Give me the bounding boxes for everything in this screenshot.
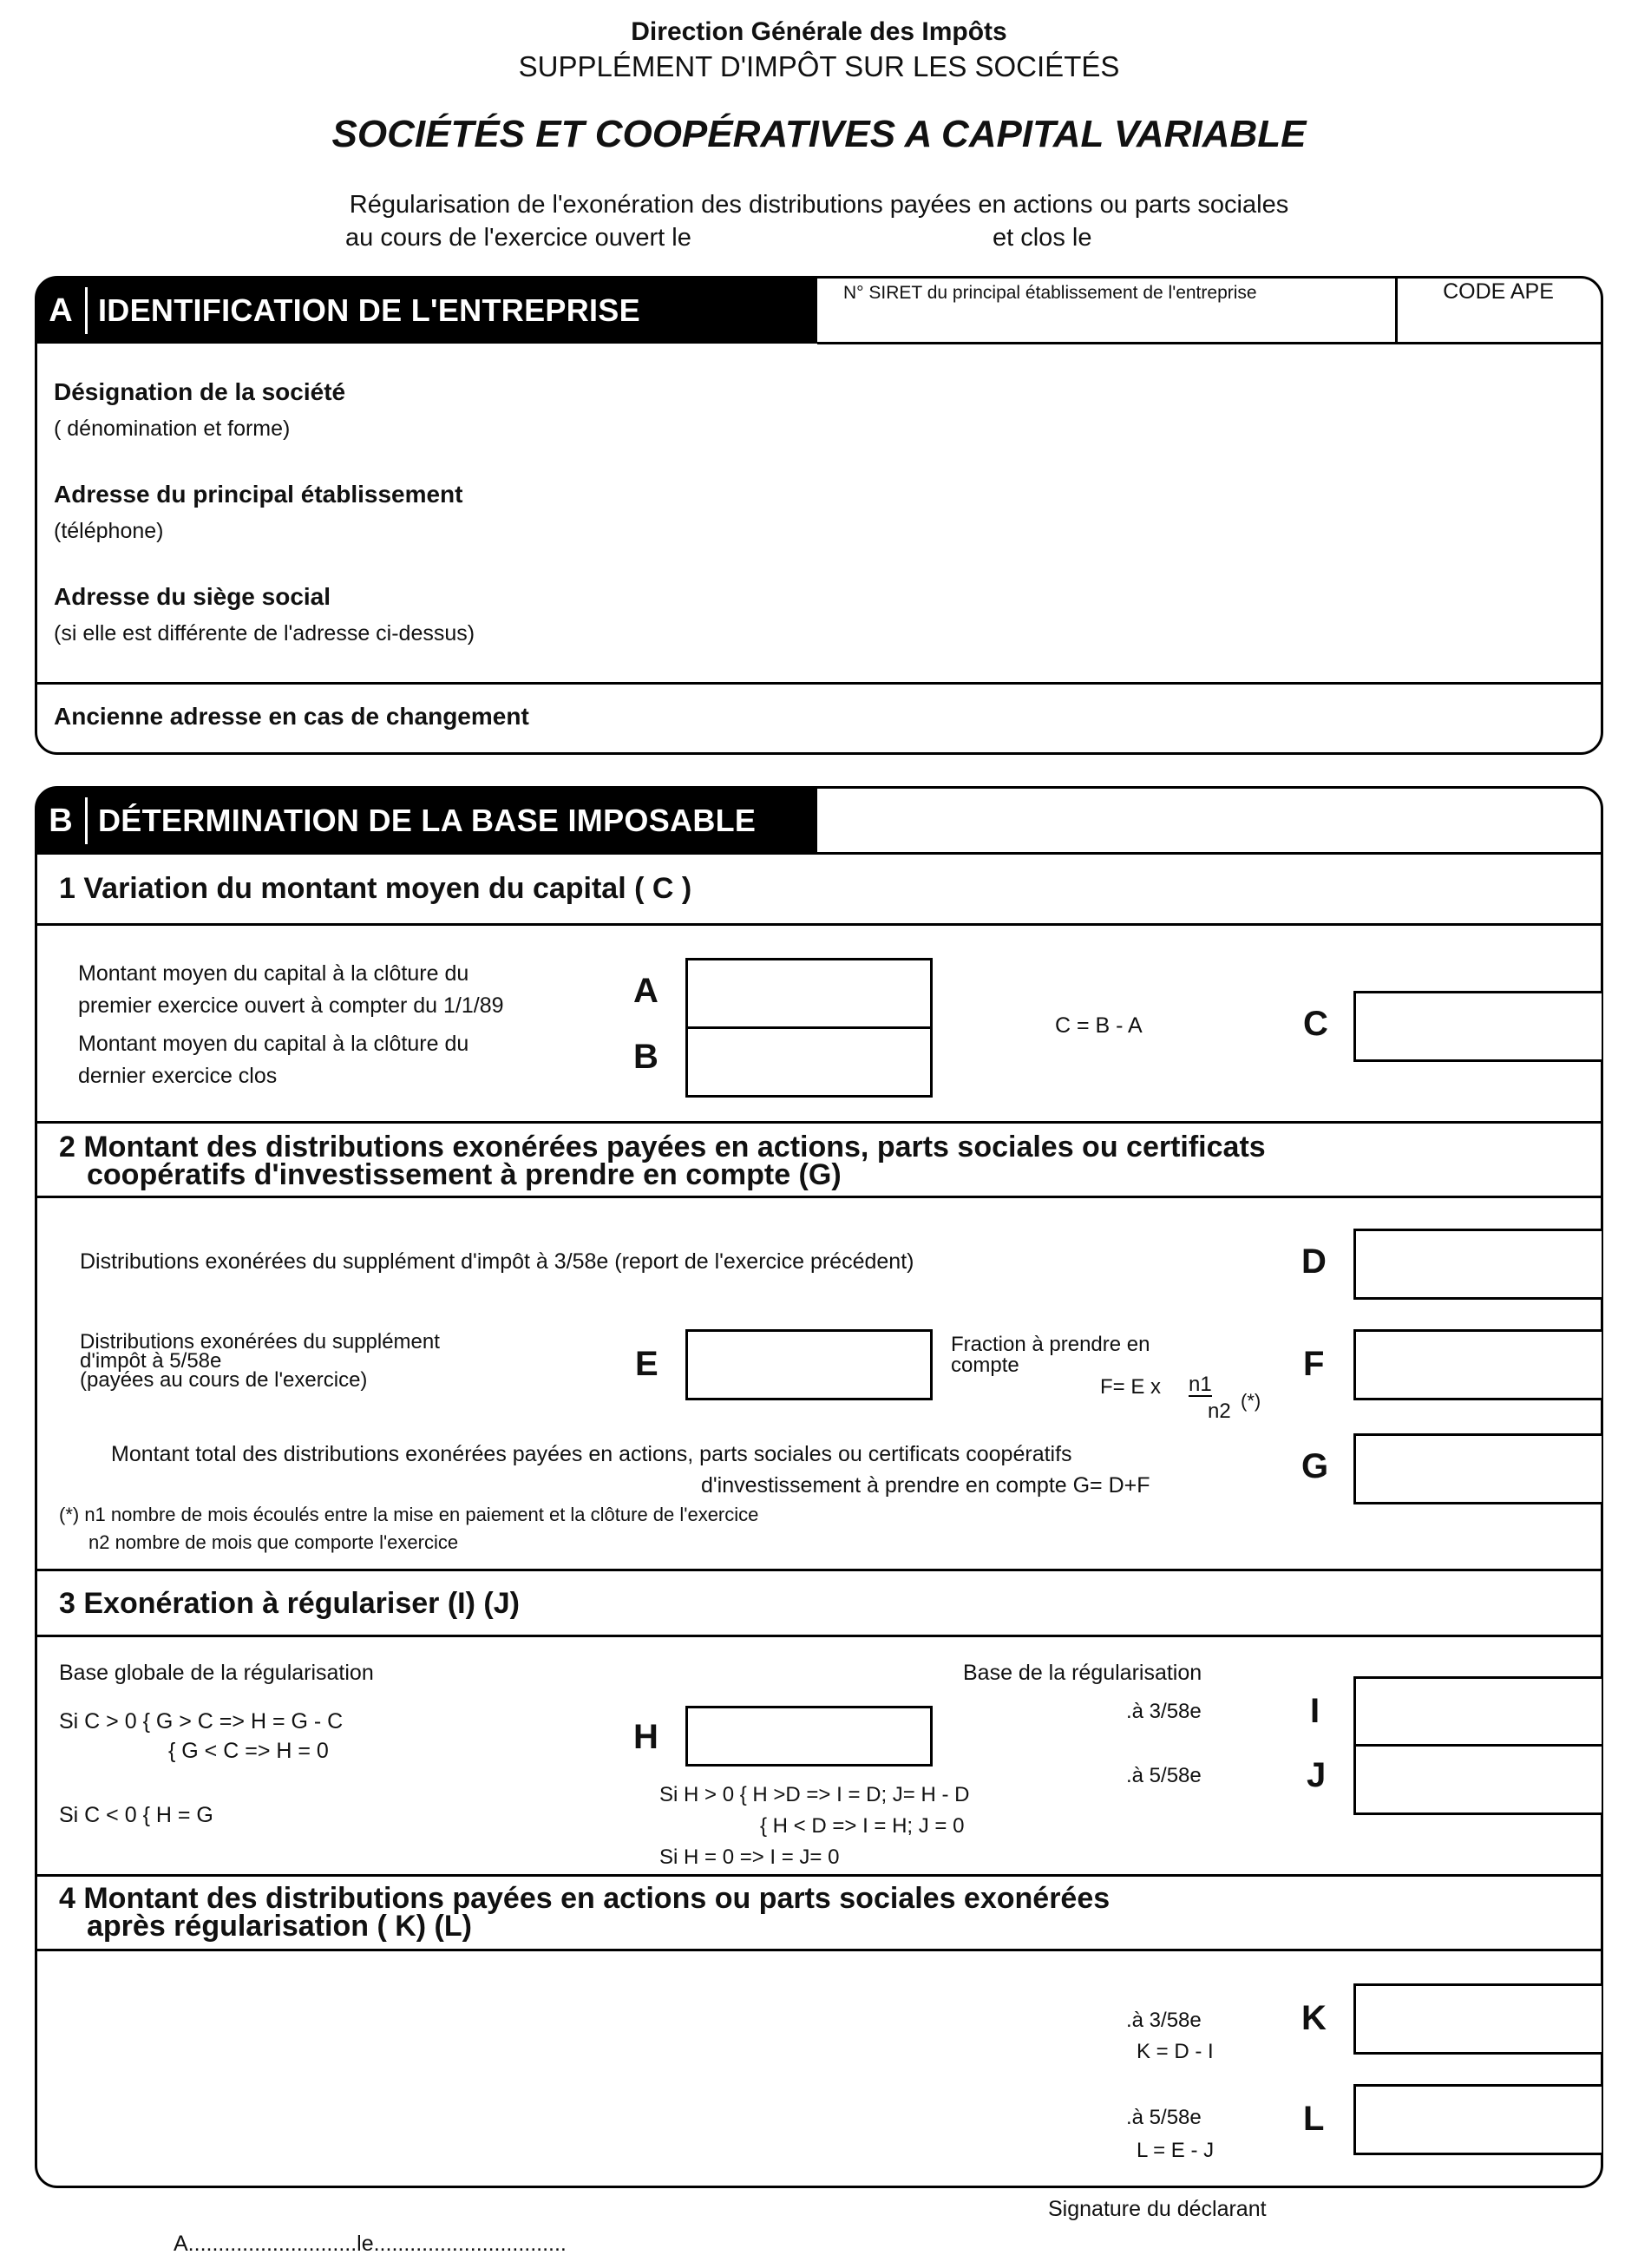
part-1-rule (36, 923, 1602, 926)
section-b-header (36, 788, 817, 854)
distribution-e-label-line-1: Distributions exonérées du supplément (80, 1330, 440, 1354)
note-n1: (*) n1 nombre de mois écoulés entre la mise en paiement et la clôture de l'exercice (59, 1504, 759, 1525)
part-2-title-line-2: coopératifs d'investissement à prendre en compte (G) (87, 1158, 842, 1191)
box-g-input[interactable] (1353, 1433, 1602, 1504)
section-a-title: IDENTIFICATION DE L'ENTREPRISE (98, 292, 640, 328)
box-b-letter: B (633, 1038, 658, 1076)
l-rate-label: .à 5/58e (1126, 2106, 1202, 2129)
box-j-letter: J (1307, 1756, 1327, 1794)
fraction-star: (*) (1241, 1390, 1261, 1412)
capital-a-label-line-1: Montant moyen du capital à la clôture du (78, 961, 469, 986)
head-office-hint: (si elle est différente de l'adresse ci-dessus) (54, 621, 475, 646)
address-hint: (téléphone) (54, 519, 164, 543)
section-b-letter: B (36, 797, 88, 843)
main-title: SOCIÉTÉS ET COOPÉRATIVES A CAPITAL VARIABLE (331, 113, 1307, 155)
part-2-rule (36, 1196, 1602, 1198)
fraction-f-label-line-2: compte (951, 1354, 1019, 1377)
part-4-title-line-1: 4 Montant des distributions payées en actions ou parts sociales exonérées (59, 1882, 1111, 1915)
h-rule-zero: Si H = 0 => I = J= 0 (659, 1845, 840, 1869)
base-globale-label: Base globale de la régularisation (59, 1661, 374, 1685)
k-formula: K = D - I (1137, 2040, 1214, 2063)
note-n2: n2 nombre de mois que comporte l'exercice (88, 1531, 459, 1553)
section-b-header-rule (36, 852, 1602, 855)
capital-a-label-line-2: premier exercice ouvert à compter du 1/1/89 (78, 993, 504, 1018)
fraction-f-formula: F= E x (1100, 1375, 1162, 1399)
distribution-e-label-line-2: d'impôt à 5/58e (80, 1349, 222, 1373)
part-4-rule (36, 1949, 1602, 1951)
part-2-top-rule (36, 1121, 1602, 1124)
distribution-e-label-line-3: (payées au cours de l'exercice) (80, 1368, 368, 1392)
previous-address-field[interactable] (659, 694, 1579, 737)
box-k-input[interactable] (1353, 1983, 1602, 2055)
box-h-input[interactable] (685, 1706, 933, 1767)
distribution-g-label-line-1: Montant total des distributions exonérées payées en actions, parts sociales ou certificats coopératifs (111, 1442, 1072, 1466)
distribution-d-label: Distributions exonérées du supplément d'impôt à 3/58e (report de l'exercice précédent) (80, 1249, 914, 1274)
box-i-letter: I (1310, 1692, 1320, 1730)
designation-label: Désignation de la société (54, 378, 346, 405)
part-4-top-rule (36, 1874, 1602, 1877)
part-1-title: 1 Variation du montant moyen du capital ( C ) (59, 872, 692, 905)
box-j-input[interactable] (1353, 1744, 1602, 1815)
formula-c: C = B - A (1055, 1013, 1143, 1038)
section-b-title: DÉTERMINATION DE LA BASE IMPOSABLE (98, 803, 757, 838)
box-d-letter: D (1301, 1242, 1327, 1281)
rule-c-positive: Si C > 0 { G > C => H = G - C (59, 1709, 344, 1734)
box-e-input[interactable] (685, 1329, 933, 1400)
k-rate-label: .à 3/58e (1126, 2009, 1202, 2032)
section-a-letter: A (36, 287, 88, 333)
section-a-header (36, 278, 817, 344)
box-i-input[interactable] (1353, 1676, 1602, 1747)
head-office-label: Adresse du siège social (54, 583, 331, 610)
box-f-letter: F (1303, 1345, 1325, 1383)
part-3-top-rule (36, 1569, 1602, 1571)
box-d-input[interactable] (1353, 1229, 1602, 1300)
h-rule-less: { H < D => I = H; J = 0 (760, 1814, 965, 1838)
box-l-input[interactable] (1353, 2084, 1602, 2155)
part-4-title-line-2: après régularisation ( K) (L) (87, 1910, 472, 1943)
rule-g-less-c: { G < C => H = 0 (168, 1739, 329, 1763)
signature-field[interactable] (1024, 2221, 1544, 2265)
address-field[interactable] (607, 481, 1579, 541)
designation-field[interactable] (607, 378, 1579, 439)
designation-hint: ( dénomination et forme) (54, 416, 291, 441)
box-f-input[interactable] (1353, 1329, 1602, 1400)
section-a-header-rule (817, 342, 1602, 344)
capital-b-label-line-2: dernier exercice clos (78, 1064, 278, 1088)
department-label: Direction Générale des Impôts (631, 17, 1007, 46)
siret-field[interactable] (833, 304, 1388, 338)
form-title: SUPPLÉMENT D'IMPÔT SUR LES SOCIÉTÉS (518, 50, 1120, 82)
place-date-line[interactable]: A............................le................................ (174, 2232, 567, 2256)
part-3-rule (36, 1635, 1602, 1637)
subtitle-line-1: Régularisation de l'exonération des distributions payées en actions ou parts sociales (349, 191, 1289, 219)
address-label: Adresse du principal établissement (54, 481, 463, 508)
capital-b-label-line-1: Montant moyen du capital à la clôture du (78, 1032, 469, 1056)
ape-field[interactable] (1400, 307, 1598, 340)
siret-ape-divider (1395, 278, 1398, 344)
box-a-letter: A (633, 972, 658, 1010)
head-office-field[interactable] (607, 583, 1579, 644)
ape-label: CODE APE (1443, 279, 1554, 304)
box-k-letter: K (1301, 1999, 1327, 2037)
fraction-f-label-line-1: Fraction à prendre en (951, 1333, 1150, 1356)
part-2-title-line-1: 2 Montant des distributions exonérées payées en actions, parts sociales ou certificats (59, 1131, 1266, 1163)
fraction-n1: n1 (1189, 1373, 1212, 1396)
signature-label: Signature du déclarant (1048, 2197, 1267, 2221)
box-c-letter: C (1303, 1005, 1328, 1043)
box-c-input[interactable] (1353, 991, 1602, 1062)
box-e-letter: E (635, 1345, 658, 1383)
section-a-divider (36, 682, 1602, 685)
box-a-input[interactable] (685, 958, 933, 1029)
box-g-letter: G (1301, 1447, 1329, 1485)
box-l-letter: L (1303, 2100, 1325, 2138)
box-b-input[interactable] (685, 1026, 933, 1098)
subtitle-closing-date-label: et clos le (993, 224, 1092, 252)
distribution-g-label-line-2: d'investissement à prendre en compte G= D+F (701, 1473, 1150, 1498)
l-formula: L = E - J (1137, 2139, 1215, 2162)
subtitle-opening-date-label: au cours de l'exercice ouvert le (345, 224, 691, 252)
fraction-n2: n2 (1208, 1399, 1231, 1423)
previous-address-label: Ancienne adresse en cas de changement (54, 703, 529, 730)
box-h-letter: H (633, 1718, 658, 1756)
j-rate-label: .à 5/58e (1126, 1764, 1202, 1787)
i-rate-label: .à 3/58e (1126, 1700, 1202, 1723)
base-regularisation-label: Base de la régularisation (963, 1661, 1202, 1685)
h-rule-positive: Si H > 0 { H >D => I = D; J= H - D (659, 1783, 970, 1806)
siret-label: N° SIRET du principal établissement de l'entreprise (843, 283, 1257, 303)
rule-c-negative: Si C < 0 { H = G (59, 1803, 213, 1827)
part-3-title: 3 Exonération à régulariser (I) (J) (59, 1587, 520, 1620)
